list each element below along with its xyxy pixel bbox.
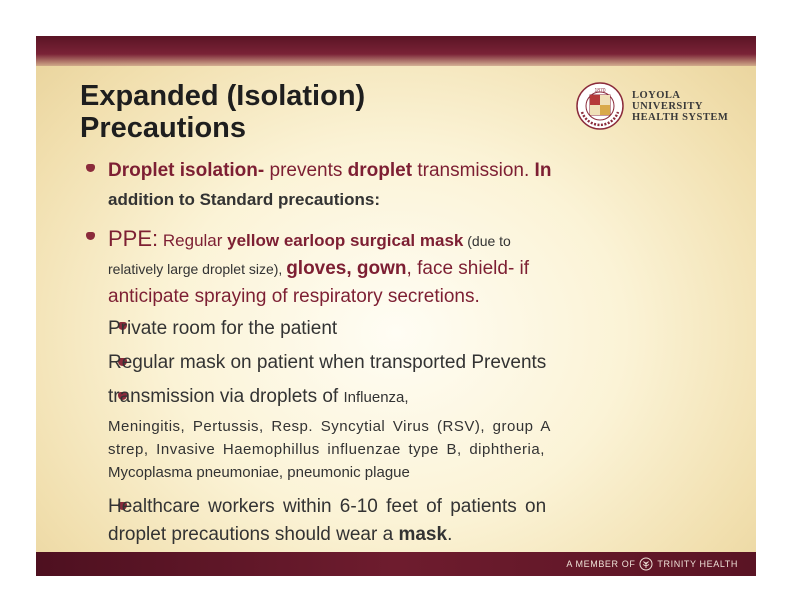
bullet-ppe-line-3: anticipate spraying of respiratory secretions. [108, 286, 480, 307]
ppe-line2-c: , face shield- if [406, 258, 530, 279]
disease-list-line-3: Mycoplasma pneumoniae, pneumonic plague [108, 464, 410, 481]
hcw-line2-c: . [447, 524, 453, 545]
bullet-droplet-line-1 [108, 160, 551, 182]
disease-list-line-1: Meningitis, Pertussis, Resp. Syncytial Virus (RSV), group A [108, 418, 551, 435]
slide [36, 36, 756, 576]
droplet-text-4: In [534, 160, 552, 181]
droplet-text-3: transmission. [412, 160, 535, 181]
bullet-hcw-line-2 [108, 524, 452, 546]
droplet-text-2: droplet [347, 160, 413, 181]
hcw-line2-b: mask [398, 524, 448, 545]
ppe-text-2: yellow earloop surgical mask [227, 231, 464, 250]
ppe-label: PPE [108, 226, 153, 251]
bullet-mask-line-1: Regular mask on patient when transported Prevents [108, 352, 547, 373]
logo-wordmark [632, 90, 728, 123]
footer-prefix: A MEMBER OF [566, 559, 636, 569]
bullet-ppe-line-2 [108, 258, 529, 280]
ppe-text-3: (due to [463, 233, 511, 249]
bullet-marker-1 [86, 164, 95, 172]
droplet-label: Droplet isolation- [108, 160, 265, 181]
bullet-droplet-line-2: addition to Standard precautions: [108, 190, 381, 209]
disease-list-line-2: strep, Invasive Haemophillus influenzae type B, diphtheria, [108, 441, 545, 458]
slide-title [80, 80, 500, 144]
footer-org: TRINITY HEALTH [657, 559, 738, 569]
hcw-line2-a: droplet precautions should wear a [108, 524, 399, 545]
ppe-line2-a: relatively large droplet size), [108, 261, 287, 277]
footer-banner [36, 552, 756, 576]
logo-line-1: LOYOLA [632, 89, 681, 101]
trinity-tree-icon [639, 557, 653, 571]
droplet-text-1: prevents [264, 160, 348, 181]
ppe-line2-b: gloves, gown [286, 258, 407, 279]
mask-line2-b: Influenza, [343, 389, 409, 406]
logo-line-3: HEALTH SYSTEM [632, 111, 729, 123]
title-line-2: Precautions [80, 112, 246, 144]
ppe-text-1: Regular [158, 231, 228, 250]
bullet-ppe-line-1 [108, 226, 511, 252]
bullet-hcw-line-1: Healthcare workers within 6-10 feet of patients on [108, 496, 547, 517]
footer-text [566, 557, 738, 571]
logo-line-2: UNIVERSITY [632, 100, 703, 112]
university-seal-icon [576, 82, 624, 130]
bullet-marker-2 [86, 232, 95, 240]
mask-line2-a: transmission via droplets of [108, 386, 344, 407]
bullet-mask-line-2 [108, 386, 409, 408]
title-line-1: Expanded (Isolation) [80, 80, 366, 112]
top-banner [36, 36, 756, 66]
loyola-logo [576, 82, 728, 130]
ppe-colon: : [152, 226, 159, 251]
bullet-private-room: Private room for the patient [108, 318, 338, 339]
svg-text:1870: 1870 [594, 88, 606, 94]
